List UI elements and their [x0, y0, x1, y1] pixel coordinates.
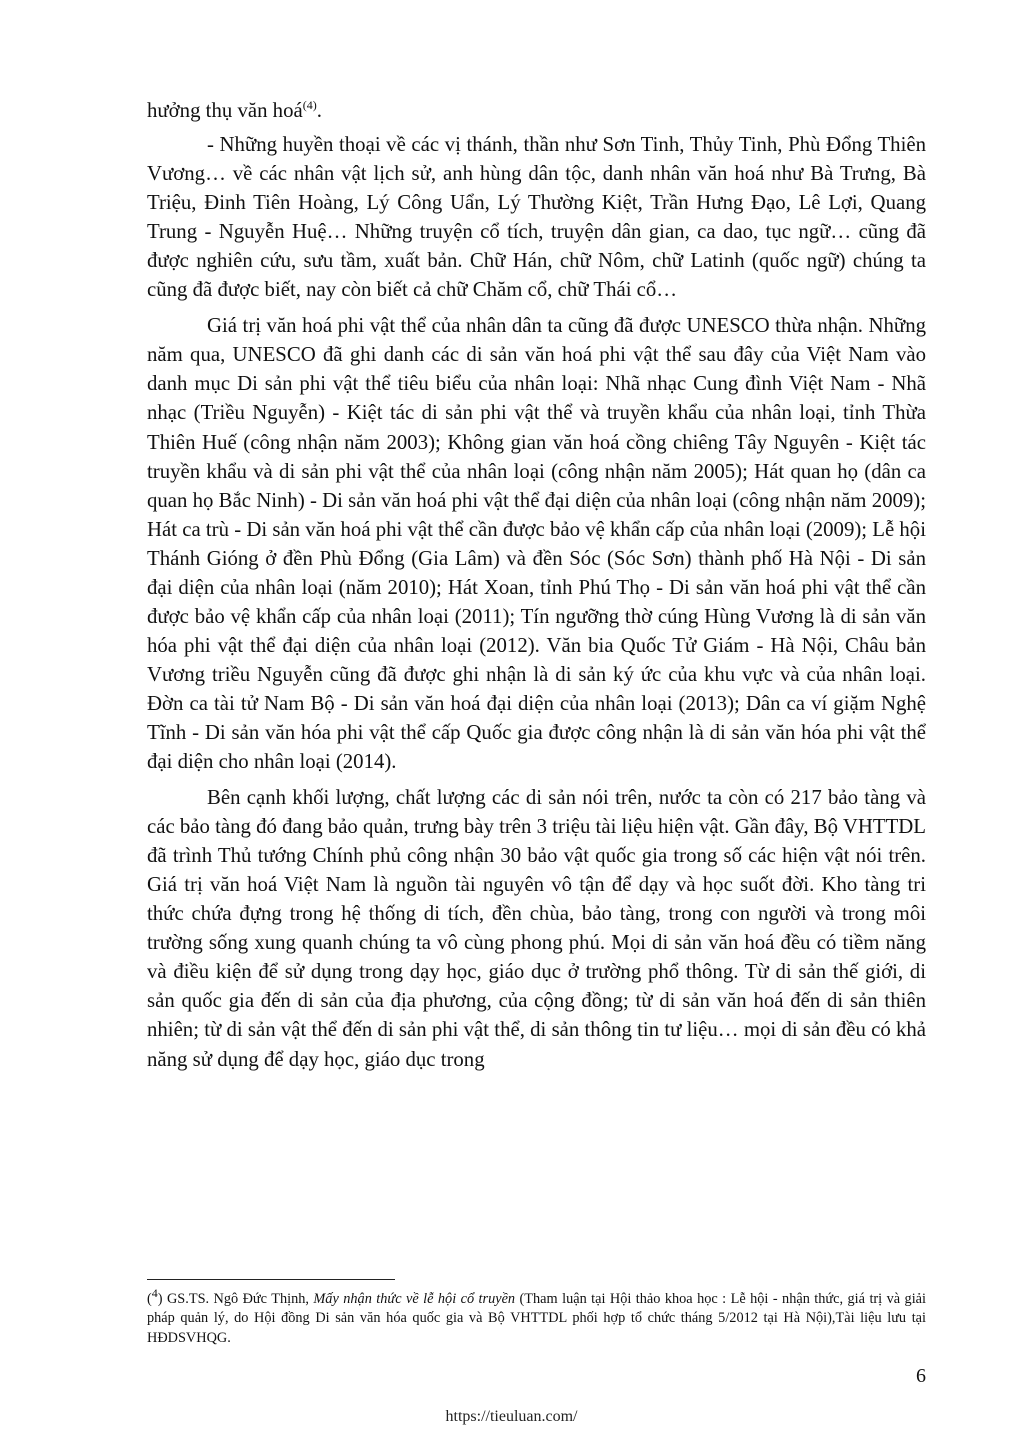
body-text — [147, 96, 926, 1081]
footnote-reference[interactable]: (4) — [302, 98, 317, 113]
paragraph-unesco: Giá trị văn hoá phi vật thể của nhân dân ta cũng đã được UNESCO thừa nhận. Những năm qua, UNESCO đã ghi danh các di sản văn hoá phi vật thể sau đây của Việt Nam vào danh mục Di sản phi vật thể tiêu biểu của nhân loại: Nhã nhạc Cung đình Việt Nam - Nhã nhạc (Triều Nguyễn) - Kiệt tác di sản phi vật thể và truyền khẩu của nhân loại, tỉnh Thừa Thiên Huế (công nhận năm 2003); Không gian văn hoá cồng chiêng Tây Nguyên - Kiệt tác truyền khẩu và di sản phi vật thể của nhân loại (công nhận năm 2005); Hát quan họ (dân ca quan họ Bắc Ninh) - Di sản văn hoá phi vật thể đại diện của nhân loại (công nhận năm 2009); Hát ca trù - Di sản văn hoá phi vật thể cần được bảo vệ khẩn cấp của nhân loại (2009); Lễ hội Thánh Gióng ở đền Phù Đổng (Gia Lâm) và đền Sóc (Sóc Sơn) thành phố Hà Nội - Di sản đại diện của nhân loại (năm 2010); Hát Xoan, tỉnh Phú Thọ - Di sản văn hoá phi vật thể cần được bảo vệ khẩn cấp của nhân loại (2011); Tín ngưỡng thờ cúng Hùng Vương là di sản văn hóa phi vật thể đại diện của nhân loại (2012). Văn bia Quốc Tử Giám - Hà Nội, Châu bản Vương triều Nguyễn cũng đã được ghi nhận là di sản ký ức của khu vực và của nhân loại. Đờn ca tài tử Nam Bộ - Di sản văn hoá đại diện của nhân loại (2013); Dân ca ví giặm Nghệ Tĩnh - Di sản văn hóa phi vật thể cấp Quốc gia được công nhận là di sản văn hóa phi vật thể đại diện cho nhân loại (2014). — [147, 314, 926, 774]
paragraph-legends: - Những huyền thoại về các vị thánh, thần như Sơn Tinh, Thủy Tinh, Phù Đổng Thiên Vương… về các nhân vật lịch sử, anh hùng dân tộc, danh nhân văn hoá như Bà Trưng, Bà Triệu, Đinh Tiên Hoàng, Lý Công Uẩn, Lý Thường Kiệt, Trần Hưng Đạo, Lê Lợi, Quang Trung - Nguyễn Huệ… Những truyện cổ tích, truyện dân gian, ca dao, tục ngữ… cũng đã được nghiên cứu, sưu tầm, xuất bản. Chữ Hán, chữ Nôm, chữ Latinh (quốc ngữ) chúng ta cũng đã được biết, nay còn biết cả chữ Chăm cổ, chữ Thái cổ… — [147, 133, 926, 302]
footnote-marker: 4 — [151, 1286, 158, 1301]
footnote-title: Mấy nhận thức về lễ hội cổ truyền — [313, 1291, 516, 1307]
source-url-link[interactable]: https://tieuluan.com/ — [445, 1408, 578, 1425]
footnote — [147, 1286, 926, 1348]
footnote-rest: (Tham luận tại Hội thảo khoa học : Lễ hội - nhận thức, giá trị và giải pháp quản lý, do Hội đồng Di sản văn hóa quốc gia và Bộ VHTTDL phối hợp tổ chức tháng 5/2012 tại Hà Nội),Tài liệu lưu tại HĐDSVHQG. — [147, 1291, 926, 1346]
page-number: 6 — [916, 1365, 926, 1387]
continuation-end: . — [316, 99, 322, 122]
continuation-text: hưởng thụ văn hoá — [147, 99, 303, 122]
paragraph-continuation — [147, 96, 926, 125]
footnote-divider — [147, 1279, 395, 1280]
footnote-close: ) — [157, 1291, 163, 1307]
paragraph-museums: Bên cạnh khối lượng, chất lượng các di sản nói trên, nước ta còn có 217 bảo tàng và các bảo tàng đó đang bảo quản, trưng bày trên 3 triệu tài liệu hiện vật. Gần đây, Bộ VHTTDL đã trình Thủ tướng Chính phủ công nhận 30 bảo vật quốc gia trong số các hiện vật nói trên. Giá trị văn hoá Việt Nam là nguồn tài nguyên vô tận để dạy và học suốt đời. Kho tàng tri thức chứa đựng trong hệ thống di tích, đền chùa, bảo tàng, trong con người và trong môi trường sống xung quanh chúng ta vô cùng phong phú. Mọi di sản văn hoá đều có tiềm năng và điều kiện để sử dụng trong dạy học, giáo dục ở trường phổ thông. Từ di sản thế giới, di sản quốc gia đến di sản của địa phương, của cộng đồng; từ di sản văn hoá đến di sản thiên nhiên; từ di sản vật thể đến di sản phi vật thể, di sản thông tin tư liệu… mọi di sản đều có khả năng sử dụng để dạy học, giáo dục trong — [147, 786, 926, 1071]
footnote-author: GS.TS. Ngô Đức Thịnh, — [162, 1291, 314, 1307]
footnote-open: ( — [147, 1291, 152, 1307]
